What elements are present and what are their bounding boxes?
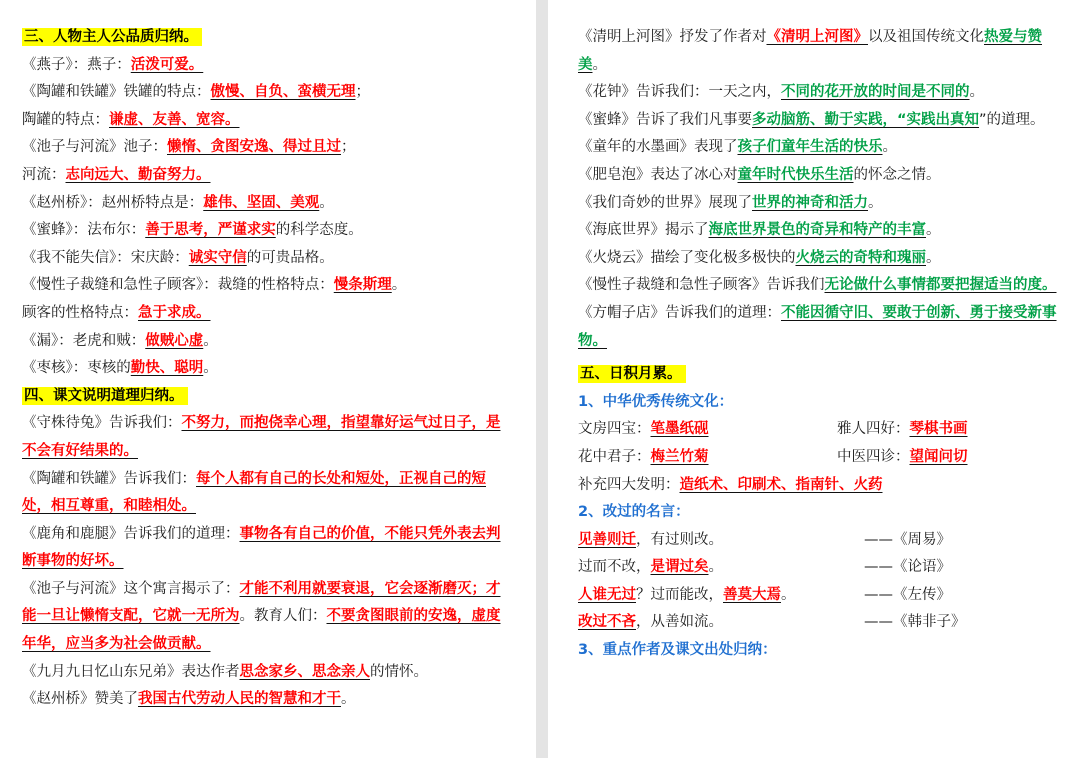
red-answer: 做贼心虚	[145, 332, 204, 349]
para-text: 。	[592, 56, 607, 73]
item-text: 河流：	[22, 166, 66, 183]
quote-text	[578, 527, 864, 555]
item-text: ；	[341, 139, 356, 156]
item-text: 《陶罐和铁罐》铁罐的特点：	[22, 84, 211, 101]
red-answer: 雄伟、坚固、美观	[203, 194, 320, 211]
item-text: 《蜜蜂》：法布尔：	[22, 222, 146, 239]
para-text: 《我们奇妙的世界》展现了	[578, 194, 752, 211]
section-heading-3	[22, 24, 514, 52]
quote-text	[578, 582, 864, 610]
quote-text	[578, 609, 864, 637]
item-zhaozhouqiao	[22, 190, 514, 218]
red-answer: 谦虚、友善、宽容。	[109, 111, 240, 128]
item-text: 的科学态度。	[275, 222, 363, 239]
quote-source: ——《左传》	[864, 586, 951, 603]
quote-row	[578, 554, 1066, 582]
red-answer: 不努力，而抱侥幸心理，指望靠好运气过日子，是不会有好结果的。	[22, 415, 501, 459]
section-heading-5	[578, 361, 1066, 389]
para-text: 《火烧云》描绘了变化极多极快的	[578, 249, 796, 266]
para-jiuyue	[22, 659, 514, 687]
red-answer: 改过不吝	[578, 614, 636, 631]
red-answer: 梅兰竹菊	[650, 448, 709, 465]
item-yanzi	[22, 52, 514, 80]
para-haidi	[578, 217, 1066, 245]
para-chizi	[22, 576, 514, 659]
item-text: 。	[203, 360, 218, 377]
item-text: 《枣核》：枣核的	[22, 360, 131, 377]
para-text: 《海底世界》揭示了	[578, 222, 709, 239]
green-answer: 不能因循守旧、要敢于创新、勇于接受新事物。	[578, 304, 1057, 349]
red-answer: 《清明上河图》	[766, 29, 868, 45]
right-content	[578, 24, 1066, 665]
heading-highlight: 三、人物主人公品质归纳。	[22, 28, 202, 46]
para-text: 。教育人们：	[239, 608, 327, 625]
item-text: 《漏》：老虎和贼：	[22, 332, 146, 349]
para-text: 《陶罐和铁罐》告诉我们：	[22, 470, 196, 487]
red-answer: 善于思考，严谨求实	[145, 222, 276, 239]
red-answer: 懒惰、贪图安逸、得过且过	[167, 139, 341, 156]
quote-plain: 。	[781, 586, 796, 603]
item-text: 《燕子》：燕子：	[22, 56, 131, 73]
para-text: 《肥皂泡》表达了冰心对	[578, 166, 738, 183]
item-tieguan	[22, 79, 514, 107]
para-huoshaoyun	[578, 245, 1066, 273]
quote-row	[578, 582, 1066, 610]
quote-plain: ，有过则改。	[636, 531, 723, 548]
left-page	[0, 0, 536, 758]
culture-label: 雅人四好：	[837, 421, 910, 438]
para-text: 以及祖国传统文化	[868, 29, 984, 45]
item-text: 《慢性子裁缝和急性子顾客》：裁缝的性格特点：	[22, 277, 334, 294]
subheading-authors: 3、重点作者及课文出处归纳：	[578, 642, 777, 659]
para-feizao	[578, 162, 1066, 190]
red-answer: 善莫大焉	[723, 586, 781, 603]
culture-label: 文房四宝：	[578, 421, 651, 438]
culture-label: 中医四诊：	[837, 448, 910, 465]
para-tongnian	[578, 134, 1066, 162]
quote-plain: 过而不改，	[578, 559, 651, 576]
red-answer: 才能不利用就要衰退，它会逐渐磨灭；才能一旦让懒惰支配，它就一无所为	[22, 580, 501, 625]
item-caifeng	[22, 272, 514, 300]
culture-row	[578, 444, 1066, 472]
item-text: 。	[391, 277, 407, 294]
para-text: ”的道理。	[979, 111, 1045, 128]
right-page	[548, 0, 1080, 758]
red-answer: 琴棋书画	[909, 421, 968, 438]
green-answer: 无论做什么事情都要把握适当的度。	[824, 277, 1057, 294]
red-answer: 事物各有自己的价值，不能只凭外表去判断事物的好坏。	[22, 525, 501, 570]
item-text: 顾客的性格特点：	[22, 304, 138, 321]
section-heading-4	[22, 383, 514, 411]
red-answer: 见善则迁	[578, 531, 636, 548]
culture-label: 补充四大发明：	[578, 476, 680, 493]
item-text: 《池子与河流》池子：	[22, 139, 167, 156]
para-manxingzi	[578, 272, 1066, 300]
para-text: 《九月九日忆山东兄弟》表达作者	[22, 663, 240, 680]
para-text: 。	[882, 139, 897, 156]
green-answer: 世界的神奇和活力	[752, 194, 868, 211]
quote-plain: ？过而能改，	[636, 586, 723, 603]
red-answer: 勤快、聪明	[130, 360, 204, 377]
quote-plain: ，从善如流。	[636, 614, 723, 631]
green-answer: 童年时代快乐生活	[737, 166, 854, 183]
green-answer: 火烧云的奇特和瑰丽	[795, 249, 926, 266]
quote-plain: 。	[708, 559, 723, 576]
heading-highlight: 五、日积月累。	[578, 365, 686, 383]
green-answer: 孩子们童年生活的快乐	[737, 139, 883, 156]
para-fangmaozi	[578, 300, 1066, 355]
para-text: 《童年的水墨画》表现了	[578, 139, 738, 156]
red-answer: 人谁无过	[578, 586, 636, 603]
item-mifeng	[22, 217, 514, 245]
culture-cell	[578, 444, 837, 472]
para-mifeng	[578, 107, 1066, 135]
para-zhaozhou	[22, 686, 514, 714]
quote-source: ——《周易》	[864, 531, 951, 548]
red-answer: 不要贪图眼前的安逸，虚度年华，应当多为社会做贡献。	[22, 608, 501, 653]
para-text: 《慢性子裁缝和急性子顾客》告诉我们	[578, 277, 825, 294]
red-answer: 志向远大、勤奋努力。	[65, 166, 211, 183]
para-text: 《鹿角和鹿腿》告诉我们的道理：	[22, 525, 240, 542]
page-gutter	[536, 0, 548, 758]
para-text: 《清明上河图》抒发了作者对	[578, 29, 767, 45]
para-text: 。	[341, 691, 356, 708]
para-text: 。	[926, 222, 941, 239]
para-text: 的怀念之情。	[853, 166, 941, 183]
inventions-row	[578, 472, 1066, 500]
para-shijie	[578, 190, 1066, 218]
red-answer: 望闻问切	[909, 448, 968, 465]
red-answer: 造纸术、印刷术、指南针、火药	[679, 476, 883, 493]
item-zaohe	[22, 355, 514, 383]
quote-row	[578, 527, 1066, 555]
quote-row	[578, 609, 1066, 637]
para-lujiao	[22, 521, 514, 576]
para-text: 《池子与河流》这个寓言揭示了：	[22, 580, 240, 597]
item-text: ；	[355, 84, 370, 101]
para-huazhong	[578, 79, 1066, 107]
quote-source: ——《论语》	[864, 559, 951, 576]
red-answer: 每个人都有自己的长处和短处，正视自己的短处，相互尊重，和睦相处。	[22, 470, 486, 515]
green-answer: 热爱与赞美	[578, 29, 1042, 73]
red-answer: 慢条斯理	[333, 277, 392, 294]
item-text: 《赵州桥》：赵州桥特点是：	[22, 194, 204, 211]
quote-text	[578, 554, 864, 582]
item-text: 。	[319, 194, 334, 211]
item-text: 。	[203, 332, 218, 349]
para-text: 《花钟》告诉我们：一天之内，	[578, 84, 781, 101]
para-text: 《赵州桥》赞美了	[22, 691, 138, 708]
red-answer: 是谓过矣	[650, 559, 709, 576]
item-chizi	[22, 134, 514, 162]
para-qingming	[578, 24, 1066, 79]
culture-cell	[837, 444, 968, 472]
culture-cell	[837, 416, 968, 444]
red-answer: 急于求成。	[138, 304, 211, 321]
item-lou	[22, 328, 514, 356]
para-text: 的情怀。	[370, 663, 428, 680]
red-answer: 思念家乡、思念亲人	[239, 663, 370, 680]
item-guke	[22, 300, 514, 328]
green-answer: 海底世界景色的奇异和特产的丰富	[708, 222, 926, 239]
red-answer: 笔墨纸砚	[650, 421, 709, 438]
item-shixin	[22, 245, 514, 273]
para-taoguan	[22, 466, 514, 521]
subheading-culture: 1、中华优秀传统文化：	[578, 393, 734, 410]
item-heliu	[22, 162, 514, 190]
red-answer: 诚实守信	[188, 249, 247, 266]
quote-source: ——《韩非子》	[864, 614, 966, 631]
culture-label: 花中君子：	[578, 448, 651, 465]
item-taoguan	[22, 107, 514, 135]
item-text: 的可贵品格。	[246, 249, 334, 266]
subheading-quotes: 2、改过的名言：	[578, 504, 690, 521]
heading-highlight: 四、课文说明道理归纳。	[22, 387, 188, 405]
para-text: 《蜜蜂》告诉了我们凡事要	[578, 111, 752, 128]
item-text: 《我不能失信》：宋庆龄：	[22, 249, 189, 266]
para-shouzhudaitu	[22, 410, 514, 465]
para-text: 。	[926, 249, 941, 266]
culture-cell	[578, 416, 837, 444]
para-text: 《守株待兔》告诉我们：	[22, 415, 182, 432]
para-text: 。	[969, 84, 984, 101]
green-answer: 不同的花开放的时间是不同的	[781, 84, 970, 101]
para-text: 。	[868, 194, 883, 211]
left-content	[22, 24, 514, 714]
red-answer: 活泼可爱。	[130, 56, 204, 73]
culture-row	[578, 416, 1066, 444]
green-answer: 多动脑筋、勤于实践，“实践出真知	[752, 111, 980, 128]
red-answer: 我国古代劳动人民的智慧和才干	[138, 691, 341, 708]
item-text: 陶罐的特点：	[22, 111, 109, 128]
red-answer: 傲慢、自负、蛮横无理	[210, 84, 356, 101]
para-text: 《方帽子店》告诉我们的道理：	[578, 304, 781, 321]
